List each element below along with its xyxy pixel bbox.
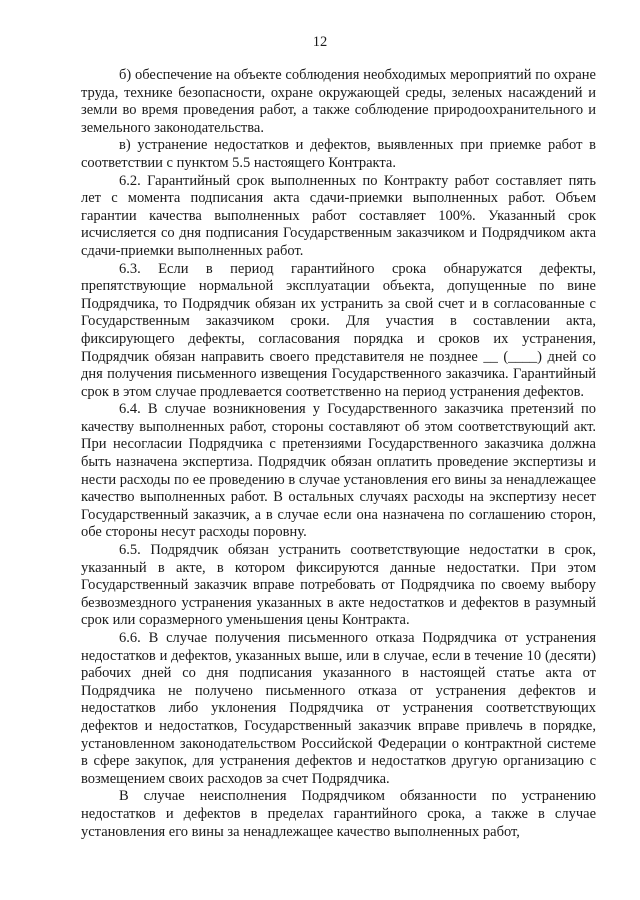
clause-6-3-defects-in-warranty: 6.3. Если в период гарантийного срока обнаружатся дефекты, препятствующие нормальной эксплуатации объекта, допущенные по вине Подрядчика, то Подрядчик обязан их устранить за свой счет и в согласованные с Государственным заказчиком сроки. Для участия в составлении акта, фиксирующего дефекты, согласования порядка и сроков их устранения, Подрядчик обязан направить своего представителя не позднее __ (____) дней со дня получения письменного извещения Государственного заказчика. Гарантийный срок в этом случае продлевается соответственно на период устранения дефектов. [81,260,596,400]
clause-6-6-refusal-to-fix: 6.6. В случае получения письменного отказа Подрядчика от устранения недостатков и дефектов, указанных выше, или в случае, если в течение 10 (десяти) рабочих дней со дня подписания указанного в настоящей статье акта от Подрядчика не получено письменного отказа от устранения дефектов и недостатков либо уклонения Подрядчика от устранения соответствующих дефектов и недостатков, Государственный заказчик вправе привлечь в порядке, установленном законодательством Российской Федерации о контрактной системе в сфере закупок, для устранения дефектов и недостатков другую организацию с возмещением своих расходов за счет Подрядчика. [81,630,596,787]
document-body [81,67,596,841]
paragraph-v-defects-removal: в) устранение недостатков и дефектов, выявленных при приемке работ в соответствии с пунктом 5.5 настоящего Контракта. [81,137,596,171]
clause-6-2-warranty-period: 6.2. Гарантийный срок выполненных по Контракту работ составляет пять лет с момента подписания акта сдачи-приемки выполненных работ. Объем гарантии качества выполненных работ составляет 100%. Указанный срок исчисляется со дня подписания Государственным заказчиком и Подрядчиком акта сдачи-приемки выполненных работ. [81,172,596,259]
clause-6-4-quality-claims: 6.4. В случае возникновения у Государственного заказчика претензий по качеству выполненных работ, стороны составляют об этом соответствующий акт. При несогласии Подрядчика с претензиями Государственного заказчика должна быть назначена экспертиза. Подрядчик обязан оплатить проведение экспертизы и нести расходы по ее проведению в случае установления его вины за ненадлежащее качество выполненных работ. В остальных случаях расходы на экспертизу несет Государственный заказчик, а в случае если она назначена по соглашению сторон, обе стороны несут расходы поровну. [81,401,596,541]
paragraph-non-performance: В случае неисполнения Подрядчиком обязанности по устранению недостатков и дефектов в пределах гарантийного срока, а также в случае установления его вины за ненадлежащее качество выполненных работ, [81,788,596,840]
page-number: 12 [312,34,328,50]
clause-6-5-defects-deadline: 6.5. Подрядчик обязан устранить соответствующие недостатки в срок, указанный в акте, в котором фиксируются данные недостатки. При этом Государственный заказчик вправе потребовать от Подрядчика по своему выбору безвозмездного устранения указанных в акте недостатков и дефектов в разумный срок или соразмерного уменьшения цены Контракта. [81,542,596,629]
paragraph-b-labor-safety: б) обеспечение на объекте соблюдения необходимых мероприятий по охране труда, технике безопасности, охране окружающей среды, зеленых насаждений и земли во время проведения работ, а также соблюдение природоохранительного и земельного законодательства. [81,67,596,136]
